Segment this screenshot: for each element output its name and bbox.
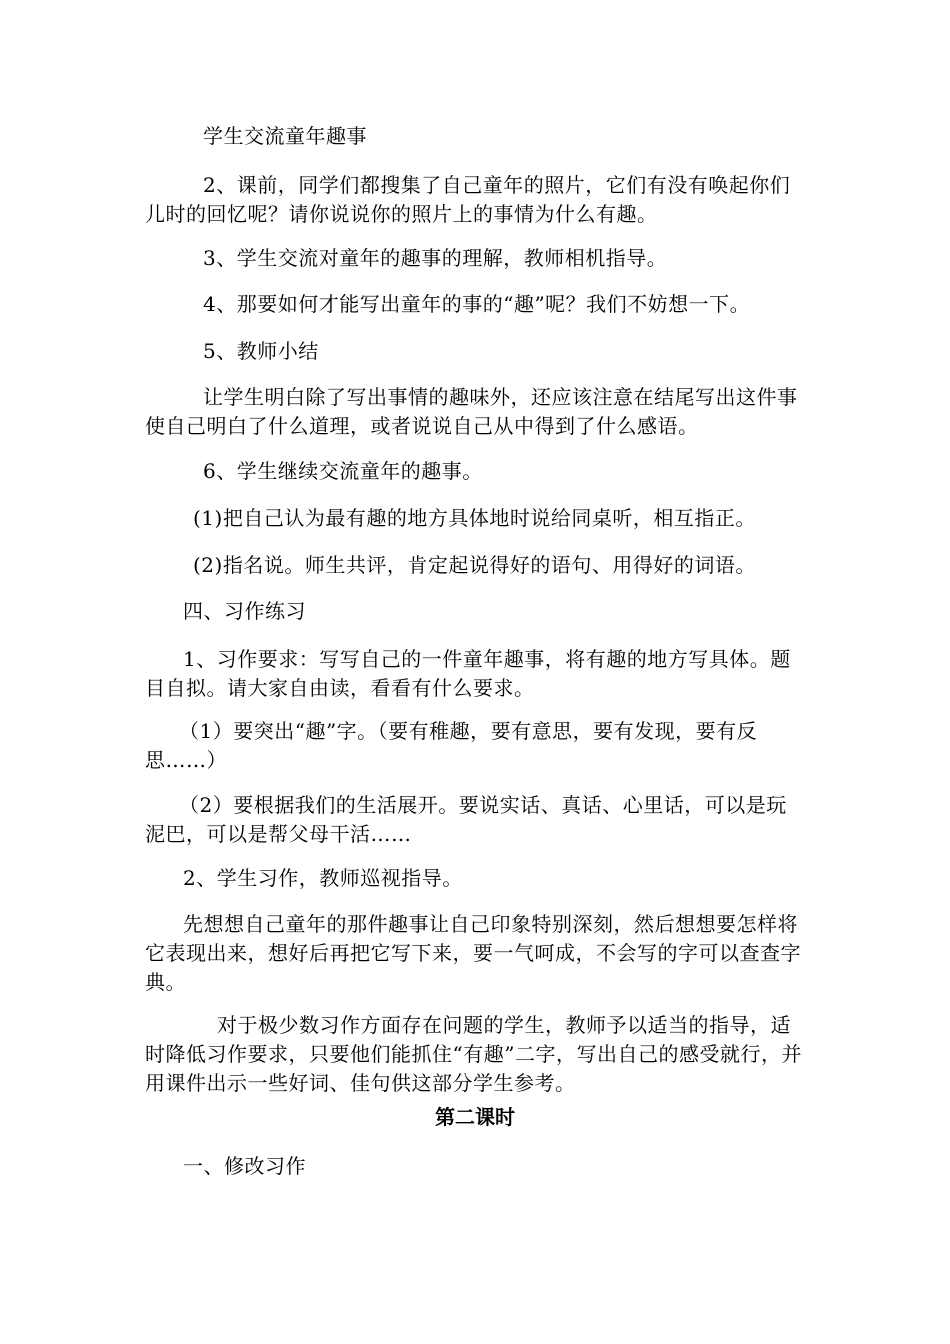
paragraph-guidance: 对于极少数习作方面存在问题的学生，教师予以适当的指导，适时降低习作要求，只要他们能抓住“有趣”二字，写出自己的感受就行，并用课件出示一些好词、佳句供这部分学生参考。 (145, 1013, 802, 1095)
paragraph-item-6: 6、学生继续交流童年的趣事。 (203, 459, 483, 483)
paragraph-requirements: 1、习作要求：写写自己的一件童年趣事，将有趣的地方写具体。题目自拟。请大家自由读，看看有什么要求。 (145, 647, 791, 700)
section-heading-practice: 四、习作练习 (183, 599, 306, 623)
paragraph-think-first: 先想想自己童年的那件趣事让自己印象特别深刻，然后想想要怎样将它表现出来，想好后再把它写下来，要一气呵成，不会写的字可以查查字典。 (145, 912, 801, 994)
section-heading-revise: 一、修改习作 (183, 1154, 306, 1178)
paragraph-students-share: 学生交流童年趣事 (203, 124, 367, 148)
paragraph-item-5: 5、教师小结 (203, 339, 319, 363)
paragraph-writing: 2、学生习作，教师巡视指导。 (183, 866, 463, 890)
paragraph-item-2: 2、课前，同学们都搜集了自己童年的照片，它们有没有唤起你们儿时的回忆呢？请你说说你的照片上的事情为什么有趣。 (145, 173, 791, 226)
paragraph-requirement-1: （1）要突出“趣”字。（要有稚趣，要有意思，要有发现，要有反思……） (145, 719, 758, 772)
paragraph-item-4: 4、那要如何才能写出童年的事的“趣”呢？我们不妨想一下。 (203, 292, 751, 316)
lesson-heading: 第二课时 (435, 1105, 515, 1129)
paragraph-summary: 让学生明白除了写出事情的趣味外，还应该注意在结尾写出这件事使自己明白了什么道理，或者说说自己从中得到了什么感语。 (145, 385, 798, 438)
paragraph-sub-2: (2)指名说。师生共评，肯定起说得好的语句、用得好的词语。 (193, 553, 756, 577)
paragraph-item-3: 3、学生交流对童年的趣事的理解，教师相机指导。 (203, 246, 668, 270)
paragraph-sub-1: (1)把自己认为最有趣的地方具体地时说给同桌听，相互指正。 (193, 506, 756, 530)
paragraph-requirement-2: （2）要根据我们的生活展开。要说实话、真话、心里话，可以是玩泥巴，可以是帮父母干活…… (145, 793, 787, 846)
